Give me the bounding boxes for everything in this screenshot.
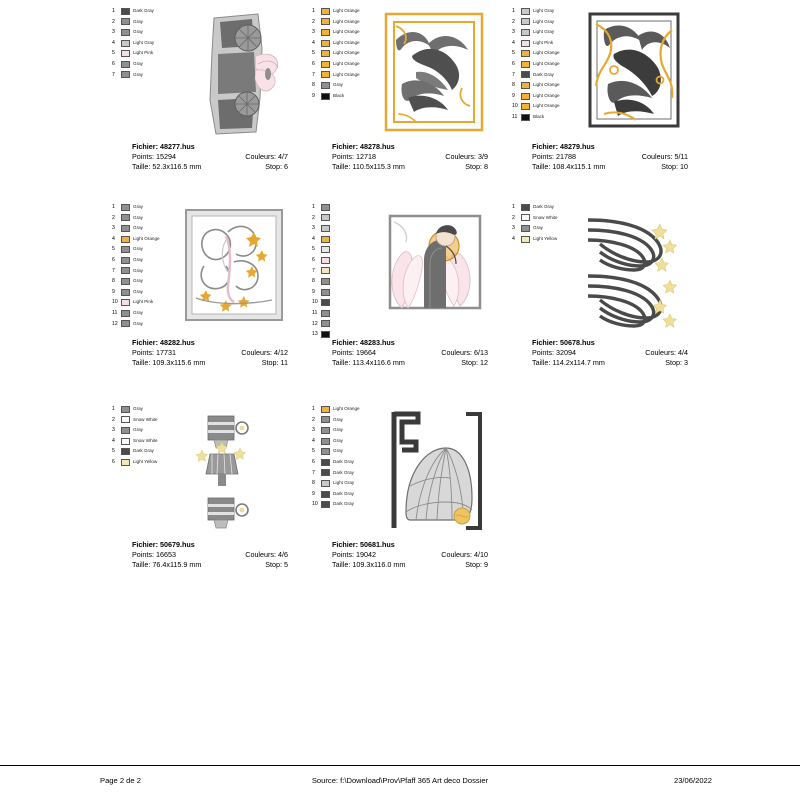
legend-swatch [321, 93, 330, 100]
legend-number: 9 [312, 92, 315, 99]
legend-color-name: Light Orange [133, 235, 160, 241]
legend-number: 8 [312, 278, 315, 285]
design-file: Fichier: 50679.hus [132, 540, 195, 549]
legend-number: 6 [112, 256, 115, 263]
design-caption [104, 540, 294, 580]
legend-color-name: Light Orange [533, 50, 560, 56]
legend-number: 7 [512, 71, 515, 78]
color-legend [112, 6, 174, 80]
legend-color-name: Gray [133, 320, 143, 326]
design-caption [304, 142, 494, 182]
legend-color-name: Dark Gray [333, 501, 354, 507]
footer-source: Source: f:\Download\Prov\Pfaff 365 Art deco Dossier [311, 776, 489, 785]
legend-color-name: Light Gray [533, 8, 555, 13]
legend-color-name: Gray [133, 29, 143, 35]
design-stop: Stop: 8 [465, 162, 488, 171]
legend-swatch [321, 320, 330, 327]
legend-swatch [521, 204, 530, 211]
legend-swatch [521, 61, 530, 68]
page-footer [0, 765, 800, 800]
legend-swatch [521, 50, 530, 57]
legend-number: 4 [312, 235, 315, 242]
legend-number: 11 [112, 309, 118, 316]
design-points: Points: 17731 [132, 348, 176, 357]
legend-color-name: Dark Gray [333, 469, 354, 475]
legend-number: 8 [312, 82, 315, 89]
legend-swatch [521, 214, 530, 221]
legend-swatch [321, 416, 330, 423]
legend-color-name: Light Pink [533, 39, 554, 45]
legend-color-name: Light Orange [533, 82, 560, 88]
legend-number: 3 [312, 29, 315, 36]
legend-color-name: Light Yellow [133, 458, 158, 464]
legend-swatch [521, 225, 530, 232]
legend-number: 9 [112, 288, 115, 295]
design-points: Points: 19042 [332, 550, 376, 559]
design-colors: Couleurs: 3/9 [445, 152, 488, 161]
legend-color-name: Light Gray [533, 18, 555, 24]
legend-swatch [121, 204, 130, 211]
legend-number: 7 [112, 71, 115, 78]
legend-swatch [321, 61, 330, 68]
legend-color-name: Gray [133, 204, 143, 209]
design-size: Taille: 76.4x115.9 mm [132, 560, 202, 569]
legend-swatch [121, 257, 130, 264]
design-preview-fan-loops [576, 200, 694, 334]
legend-color-name: Dark Gray [533, 204, 554, 209]
legend-color-name: Gray [533, 225, 543, 231]
design-file: Fichier: 48277.hus [132, 142, 195, 151]
legend-swatch [321, 278, 330, 285]
design-file: Fichier: 50678.hus [532, 338, 595, 347]
legend-swatch [521, 236, 530, 243]
color-legend [312, 6, 374, 101]
legend-color-name: Gray [133, 267, 143, 273]
legend-color-name: Gray [333, 448, 343, 454]
design-preview-car [176, 4, 294, 138]
legend-color-name: Light Orange [333, 18, 360, 24]
design-card-50679[interactable] [98, 400, 298, 596]
legend-color-name: Light Pink [133, 299, 154, 305]
legend-color-name: Gray [133, 256, 143, 262]
design-colors: Couleurs: 4/7 [245, 152, 288, 161]
design-card-48277[interactable] [98, 2, 298, 198]
legend-color-name: Light Orange [333, 39, 360, 45]
legend-number: 5 [312, 246, 315, 253]
legend-swatch [521, 114, 530, 121]
legend-swatch [521, 8, 530, 15]
color-legend [312, 202, 374, 340]
legend-number: 3 [112, 29, 115, 36]
design-preview-butterfly-square [176, 200, 294, 334]
legend-number: 1 [312, 8, 315, 14]
legend-swatch [121, 416, 130, 423]
legend-color-name: Gray [133, 225, 143, 231]
legend-number: 7 [312, 267, 315, 274]
footer-date: 23/06/2022 [673, 776, 712, 785]
legend-color-name: Dark Gray [333, 490, 354, 496]
legend-number: 1 [512, 8, 515, 14]
legend-swatch [321, 438, 330, 445]
legend-swatch [121, 50, 130, 57]
legend-swatch [321, 267, 330, 274]
legend-number: 7 [312, 71, 315, 78]
color-legend [112, 404, 174, 468]
legend-number: 9 [512, 92, 515, 99]
legend-color-name: Light Gray [333, 480, 355, 486]
legend-color-name: Gray [333, 82, 343, 88]
legend-color-name: Light Yellow [533, 235, 558, 241]
legend-swatch [121, 438, 130, 445]
legend-swatch [321, 480, 330, 487]
legend-number: 7 [312, 469, 315, 476]
legend-color-name: Snow White [133, 437, 158, 443]
design-card-48282[interactable] [98, 198, 298, 394]
legend-color-name: Light Orange [333, 71, 360, 77]
legend-number: 5 [112, 246, 115, 253]
legend-color-name: Light Orange [333, 29, 360, 35]
design-points: Points: 19664 [332, 348, 376, 357]
legend-swatch [121, 427, 130, 434]
legend-number: 10 [112, 299, 118, 306]
legend-swatch [321, 29, 330, 36]
legend-swatch [121, 8, 130, 15]
design-points: Points: 12718 [332, 152, 376, 161]
legend-swatch [321, 491, 330, 498]
legend-number: 1 [312, 406, 315, 412]
legend-color-name: Dark Gray [533, 71, 554, 77]
legend-swatch [121, 236, 130, 243]
design-points: Points: 15294 [132, 152, 176, 161]
legend-swatch [121, 310, 130, 317]
legend-number: 5 [312, 448, 315, 455]
legend-number: 11 [512, 113, 518, 120]
legend-swatch [321, 406, 330, 413]
legend-swatch [121, 61, 130, 68]
legend-swatch [321, 18, 330, 25]
legend-number: 12 [312, 320, 318, 327]
design-file: Fichier: 48283.hus [332, 338, 395, 347]
legend-number: 1 [112, 406, 115, 412]
design-preview-shell-fan [376, 402, 494, 536]
legend-swatch [521, 82, 530, 89]
legend-number: 3 [512, 225, 515, 232]
legend-color-name: Light Gray [133, 39, 155, 45]
design-stop: Stop: 11 [261, 358, 288, 367]
legend-swatch [121, 29, 130, 36]
legend-color-name: Gray [333, 416, 343, 422]
design-colors: Couleurs: 5/11 [641, 152, 688, 161]
design-size: Taille: 114.2x114.7 mm [532, 358, 605, 367]
legend-number: 8 [112, 278, 115, 285]
legend-number: 6 [112, 60, 115, 67]
design-stop: Stop: 6 [265, 162, 288, 171]
legend-number: 12 [112, 320, 118, 327]
legend-swatch [321, 501, 330, 508]
legend-swatch [121, 18, 130, 25]
legend-swatch [521, 18, 530, 25]
legend-swatch [321, 310, 330, 317]
design-points: Points: 32094 [532, 348, 576, 357]
design-size: Taille: 52.3x116.5 mm [132, 162, 202, 171]
design-colors: Couleurs: 4/12 [241, 348, 288, 357]
legend-swatch [321, 448, 330, 455]
legend-swatch [521, 29, 530, 36]
legend-number: 4 [512, 235, 515, 242]
legend-color-name: Gray [133, 246, 143, 252]
legend-number: 11 [312, 309, 318, 316]
legend-swatch [321, 236, 330, 243]
legend-number: 1 [112, 8, 115, 14]
design-card-50678[interactable] [498, 198, 698, 394]
legend-color-name: Gray [133, 60, 143, 66]
design-size: Taille: 108.4x115.1 mm [532, 162, 606, 171]
design-colors: Couleurs: 4/10 [441, 550, 488, 559]
legend-number: 3 [112, 427, 115, 434]
design-caption [504, 142, 694, 182]
design-file: Fichier: 48279.hus [532, 142, 595, 151]
legend-swatch [121, 278, 130, 285]
legend-swatch [121, 320, 130, 327]
design-stop: Stop: 10 [661, 162, 688, 171]
legend-number: 6 [312, 458, 315, 465]
legend-swatch [521, 93, 530, 100]
legend-number: 3 [312, 427, 315, 434]
design-points: Points: 21788 [532, 152, 576, 161]
legend-number: 4 [112, 235, 115, 242]
legend-color-name: Gray [133, 214, 143, 220]
legend-swatch [121, 267, 130, 274]
legend-swatch [121, 214, 130, 221]
legend-swatch [121, 299, 130, 306]
legend-number: 4 [512, 39, 515, 46]
design-preview-lady [376, 200, 494, 334]
legend-number: 2 [112, 18, 115, 25]
legend-number: 10 [312, 299, 318, 306]
legend-number: 2 [512, 18, 515, 25]
legend-swatch [521, 71, 530, 78]
legend-number: 10 [312, 501, 318, 508]
legend-color-name: Light Orange [333, 60, 360, 66]
legend-color-name: Light Orange [533, 60, 560, 66]
legend-color-name: Dark Gray [133, 448, 154, 454]
legend-number: 4 [312, 437, 315, 444]
legend-swatch [121, 246, 130, 253]
design-stop: Stop: 9 [465, 560, 488, 569]
legend-swatch [321, 257, 330, 264]
legend-color-name: Light Gray [533, 29, 555, 35]
design-size: Taille: 109.3x115.6 mm [132, 358, 206, 367]
legend-swatch [121, 71, 130, 78]
design-preview-birds-frame [576, 4, 694, 138]
legend-swatch [321, 40, 330, 47]
design-colors: Couleurs: 6/13 [441, 348, 488, 357]
legend-color-name: Light Orange [333, 8, 360, 13]
legend-swatch [321, 299, 330, 306]
legend-swatch [321, 225, 330, 232]
design-stop: Stop: 5 [265, 560, 288, 569]
legend-number: 9 [312, 490, 315, 497]
legend-number: 2 [512, 214, 515, 221]
design-size: Taille: 109.3x116.0 mm [332, 560, 406, 569]
legend-color-name: Gray [333, 427, 343, 433]
legend-swatch [321, 204, 330, 211]
legend-number: 1 [512, 204, 515, 210]
legend-color-name: Snow White [133, 416, 158, 422]
legend-swatch [321, 331, 330, 338]
footer-page-label: Page 2 de 2 [100, 776, 141, 785]
legend-number: 8 [512, 82, 515, 89]
design-size: Taille: 113.4x116.6 mm [332, 358, 405, 367]
legend-number: 6 [312, 60, 315, 67]
legend-color-name: Gray [133, 427, 143, 433]
legend-number: 5 [112, 448, 115, 455]
legend-number: 2 [312, 416, 315, 423]
legend-number: 4 [112, 39, 115, 46]
legend-number: 5 [512, 50, 515, 57]
legend-number: 3 [312, 225, 315, 232]
legend-swatch [321, 427, 330, 434]
design-caption [304, 338, 494, 378]
legend-color-name: Dark Gray [133, 8, 154, 13]
legend-number: 5 [312, 50, 315, 57]
legend-color-name: Gray [133, 288, 143, 294]
legend-swatch [521, 103, 530, 110]
legend-number: 9 [312, 288, 315, 295]
design-points: Points: 16653 [132, 550, 176, 559]
legend-swatch [121, 225, 130, 232]
color-legend [512, 6, 574, 123]
design-card-48278[interactable] [298, 2, 498, 198]
legend-color-name: Gray [133, 18, 143, 24]
design-caption [104, 338, 294, 378]
legend-swatch [321, 246, 330, 253]
color-legend [512, 202, 574, 244]
legend-swatch [321, 214, 330, 221]
legend-swatch [321, 289, 330, 296]
legend-color-name: Gray [133, 278, 143, 284]
legend-color-name: Gray [133, 71, 143, 77]
design-file: Fichier: 48282.hus [132, 338, 195, 347]
design-colors: Couleurs: 4/6 [245, 550, 288, 559]
legend-swatch [121, 406, 130, 413]
design-caption [104, 142, 294, 182]
design-stop: Stop: 12 [461, 358, 488, 367]
legend-swatch [321, 8, 330, 15]
design-caption [304, 540, 494, 580]
legend-swatch [321, 459, 330, 466]
legend-number: 8 [312, 480, 315, 487]
design-card-48283[interactable] [298, 198, 498, 394]
legend-swatch [121, 448, 130, 455]
legend-number: 4 [112, 437, 115, 444]
legend-number: 2 [312, 214, 315, 221]
legend-number: 2 [312, 18, 315, 25]
legend-number: 6 [312, 256, 315, 263]
legend-color-name: Gray [333, 437, 343, 443]
legend-number: 2 [112, 214, 115, 221]
legend-number: 1 [312, 204, 315, 210]
legend-swatch [521, 40, 530, 47]
legend-number: 4 [312, 39, 315, 46]
legend-swatch [121, 459, 130, 466]
legend-color-name: Gray [133, 406, 143, 411]
legend-color-name: Light Orange [533, 103, 560, 109]
legend-swatch [321, 469, 330, 476]
legend-color-name: Light Orange [333, 50, 360, 56]
legend-swatch [121, 289, 130, 296]
design-preview-birds-square [376, 4, 494, 138]
design-preview-three-lamps [176, 402, 294, 536]
legend-color-name: Light Pink [133, 50, 154, 56]
design-card-48279[interactable] [498, 2, 698, 198]
legend-number: 5 [112, 50, 115, 57]
legend-color-name: Light Orange [333, 406, 360, 411]
design-card-50681[interactable] [298, 400, 498, 596]
legend-color-name: Gray [133, 309, 143, 315]
legend-number: 13 [312, 331, 318, 338]
design-file: Fichier: 48278.hus [332, 142, 395, 151]
design-file: Fichier: 50681.hus [332, 540, 395, 549]
legend-number: 2 [112, 416, 115, 423]
design-size: Taille: 110.5x115.3 mm [332, 162, 405, 171]
legend-color-name: Dark Gray [333, 458, 354, 464]
legend-swatch [121, 40, 130, 47]
legend-number: 6 [112, 458, 115, 465]
design-colors: Couleurs: 4/4 [645, 348, 688, 357]
legend-swatch [321, 50, 330, 57]
legend-color-name: Black [333, 92, 345, 98]
legend-number: 7 [112, 267, 115, 274]
legend-color-name: Light Orange [533, 92, 560, 98]
legend-number: 3 [512, 29, 515, 36]
legend-swatch [321, 71, 330, 78]
design-stop: Stop: 3 [665, 358, 688, 367]
color-legend [312, 404, 374, 510]
legend-color-name: Black [533, 113, 545, 119]
legend-color-name: Snow White [533, 214, 558, 220]
color-legend [112, 202, 174, 329]
legend-number: 1 [112, 204, 115, 210]
legend-number: 3 [112, 225, 115, 232]
legend-swatch [321, 82, 330, 89]
design-caption [504, 338, 694, 378]
legend-number: 10 [512, 103, 518, 110]
legend-number: 6 [512, 60, 515, 67]
